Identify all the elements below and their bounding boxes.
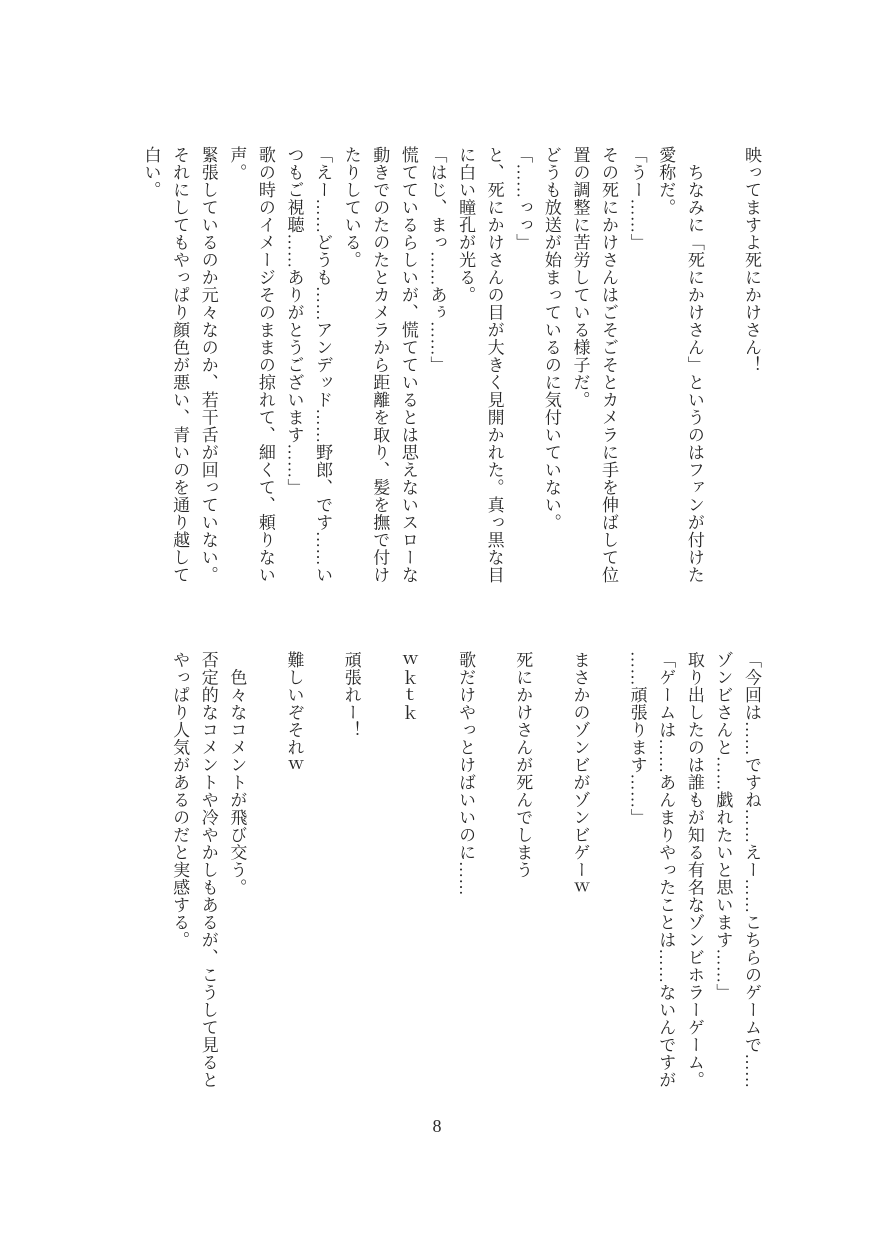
text-band-top xyxy=(136,146,765,588)
text-line: 「うー……」 xyxy=(627,146,647,251)
text-band-bottom xyxy=(165,651,765,1093)
text-line: 難しいぞそれｗ xyxy=(284,651,304,774)
text-line: 「えー……どうも……アンデッド……野郎、です……い xyxy=(313,146,333,584)
text-line: 愛称だ。 xyxy=(656,146,676,216)
text-line: 死にかけさんが死んでしまう xyxy=(513,651,533,879)
text-line: 声。 xyxy=(227,146,247,181)
text-line: どうも放送が始まっているのに気付いていない。 xyxy=(541,146,561,531)
blank-line xyxy=(422,651,451,1093)
blank-line xyxy=(593,651,622,1093)
text-line: 慌てているらしいが、慌てているとは思えないスローな xyxy=(398,146,418,584)
blank-line xyxy=(250,651,279,1093)
text-line: 緊張しているのか元々なのか、若干舌が回っていない。 xyxy=(198,146,218,584)
blank-line xyxy=(708,146,737,588)
text-line: と、死にかけさんの目が大きく見開かれた。真っ黒な目 xyxy=(484,146,504,584)
text-line: 「今回は……ですね……えー……こちらのゲームで…… xyxy=(742,651,761,1089)
text-line: それにしてもやっぱり顔色が悪い、青いのを通り越して xyxy=(170,146,190,584)
blank-line xyxy=(308,651,337,1093)
text-line: 歌の時のイメージそのままの掠れて、細くて、頼りない xyxy=(255,146,275,584)
text-line: 白い。 xyxy=(141,146,161,199)
text-line: 「……っっ」 xyxy=(513,146,533,251)
text-line: 取り出したのは誰もが知る有名なゾンビホラーゲーム。 xyxy=(684,651,704,1089)
blank-line xyxy=(536,651,565,1093)
text-line: たりしている。 xyxy=(341,146,361,269)
text-line: 「ゲームは……あんまりやったことは……ないんですが xyxy=(656,651,676,1089)
text-line: やっぱり人気があるのだと実感する。 xyxy=(170,651,190,949)
text-line: ｗｋｔｋ xyxy=(398,651,418,721)
text-line: つもご視聴……ありがとうございます……」 xyxy=(284,146,304,496)
text-line: まさかのゾンビがゾンビゲーｗ xyxy=(570,651,590,896)
text-line: ちなみに「死にかけさん」というのはファンが付けた xyxy=(684,146,704,584)
text-line: その死にかけさんはごそごそとカメラに手を伸ばして位 xyxy=(599,146,619,584)
text-line: 頑張れー！ xyxy=(341,651,361,739)
text-line: ゾンビさんと……戯れたいと思います……」 xyxy=(713,651,733,1001)
blank-line xyxy=(479,651,508,1093)
text-line: 否定的なコメントや冷やかしもあるが、こうして見ると xyxy=(198,651,218,1089)
text-line: 動きでのたのたとカメラから距離を取り、髪を撫で付け xyxy=(370,146,390,584)
text-line: 「はじ、まっ……あぅ……」 xyxy=(427,146,447,374)
text-line: 色々なコメントが飛び交う。 xyxy=(227,651,247,896)
text-line: 置の調整に苦労している様子だ。 xyxy=(570,146,590,409)
text-line: 映ってますよ死にかけさん！ xyxy=(742,146,761,374)
blank-line xyxy=(365,651,394,1093)
text-line: ……頑張ります……」 xyxy=(627,651,647,826)
page-number: 8 xyxy=(432,1116,442,1136)
text-line: 歌だけやっとけばいいのに…… xyxy=(456,651,476,896)
text-line: に白い瞳孔が光る。 xyxy=(456,146,476,304)
